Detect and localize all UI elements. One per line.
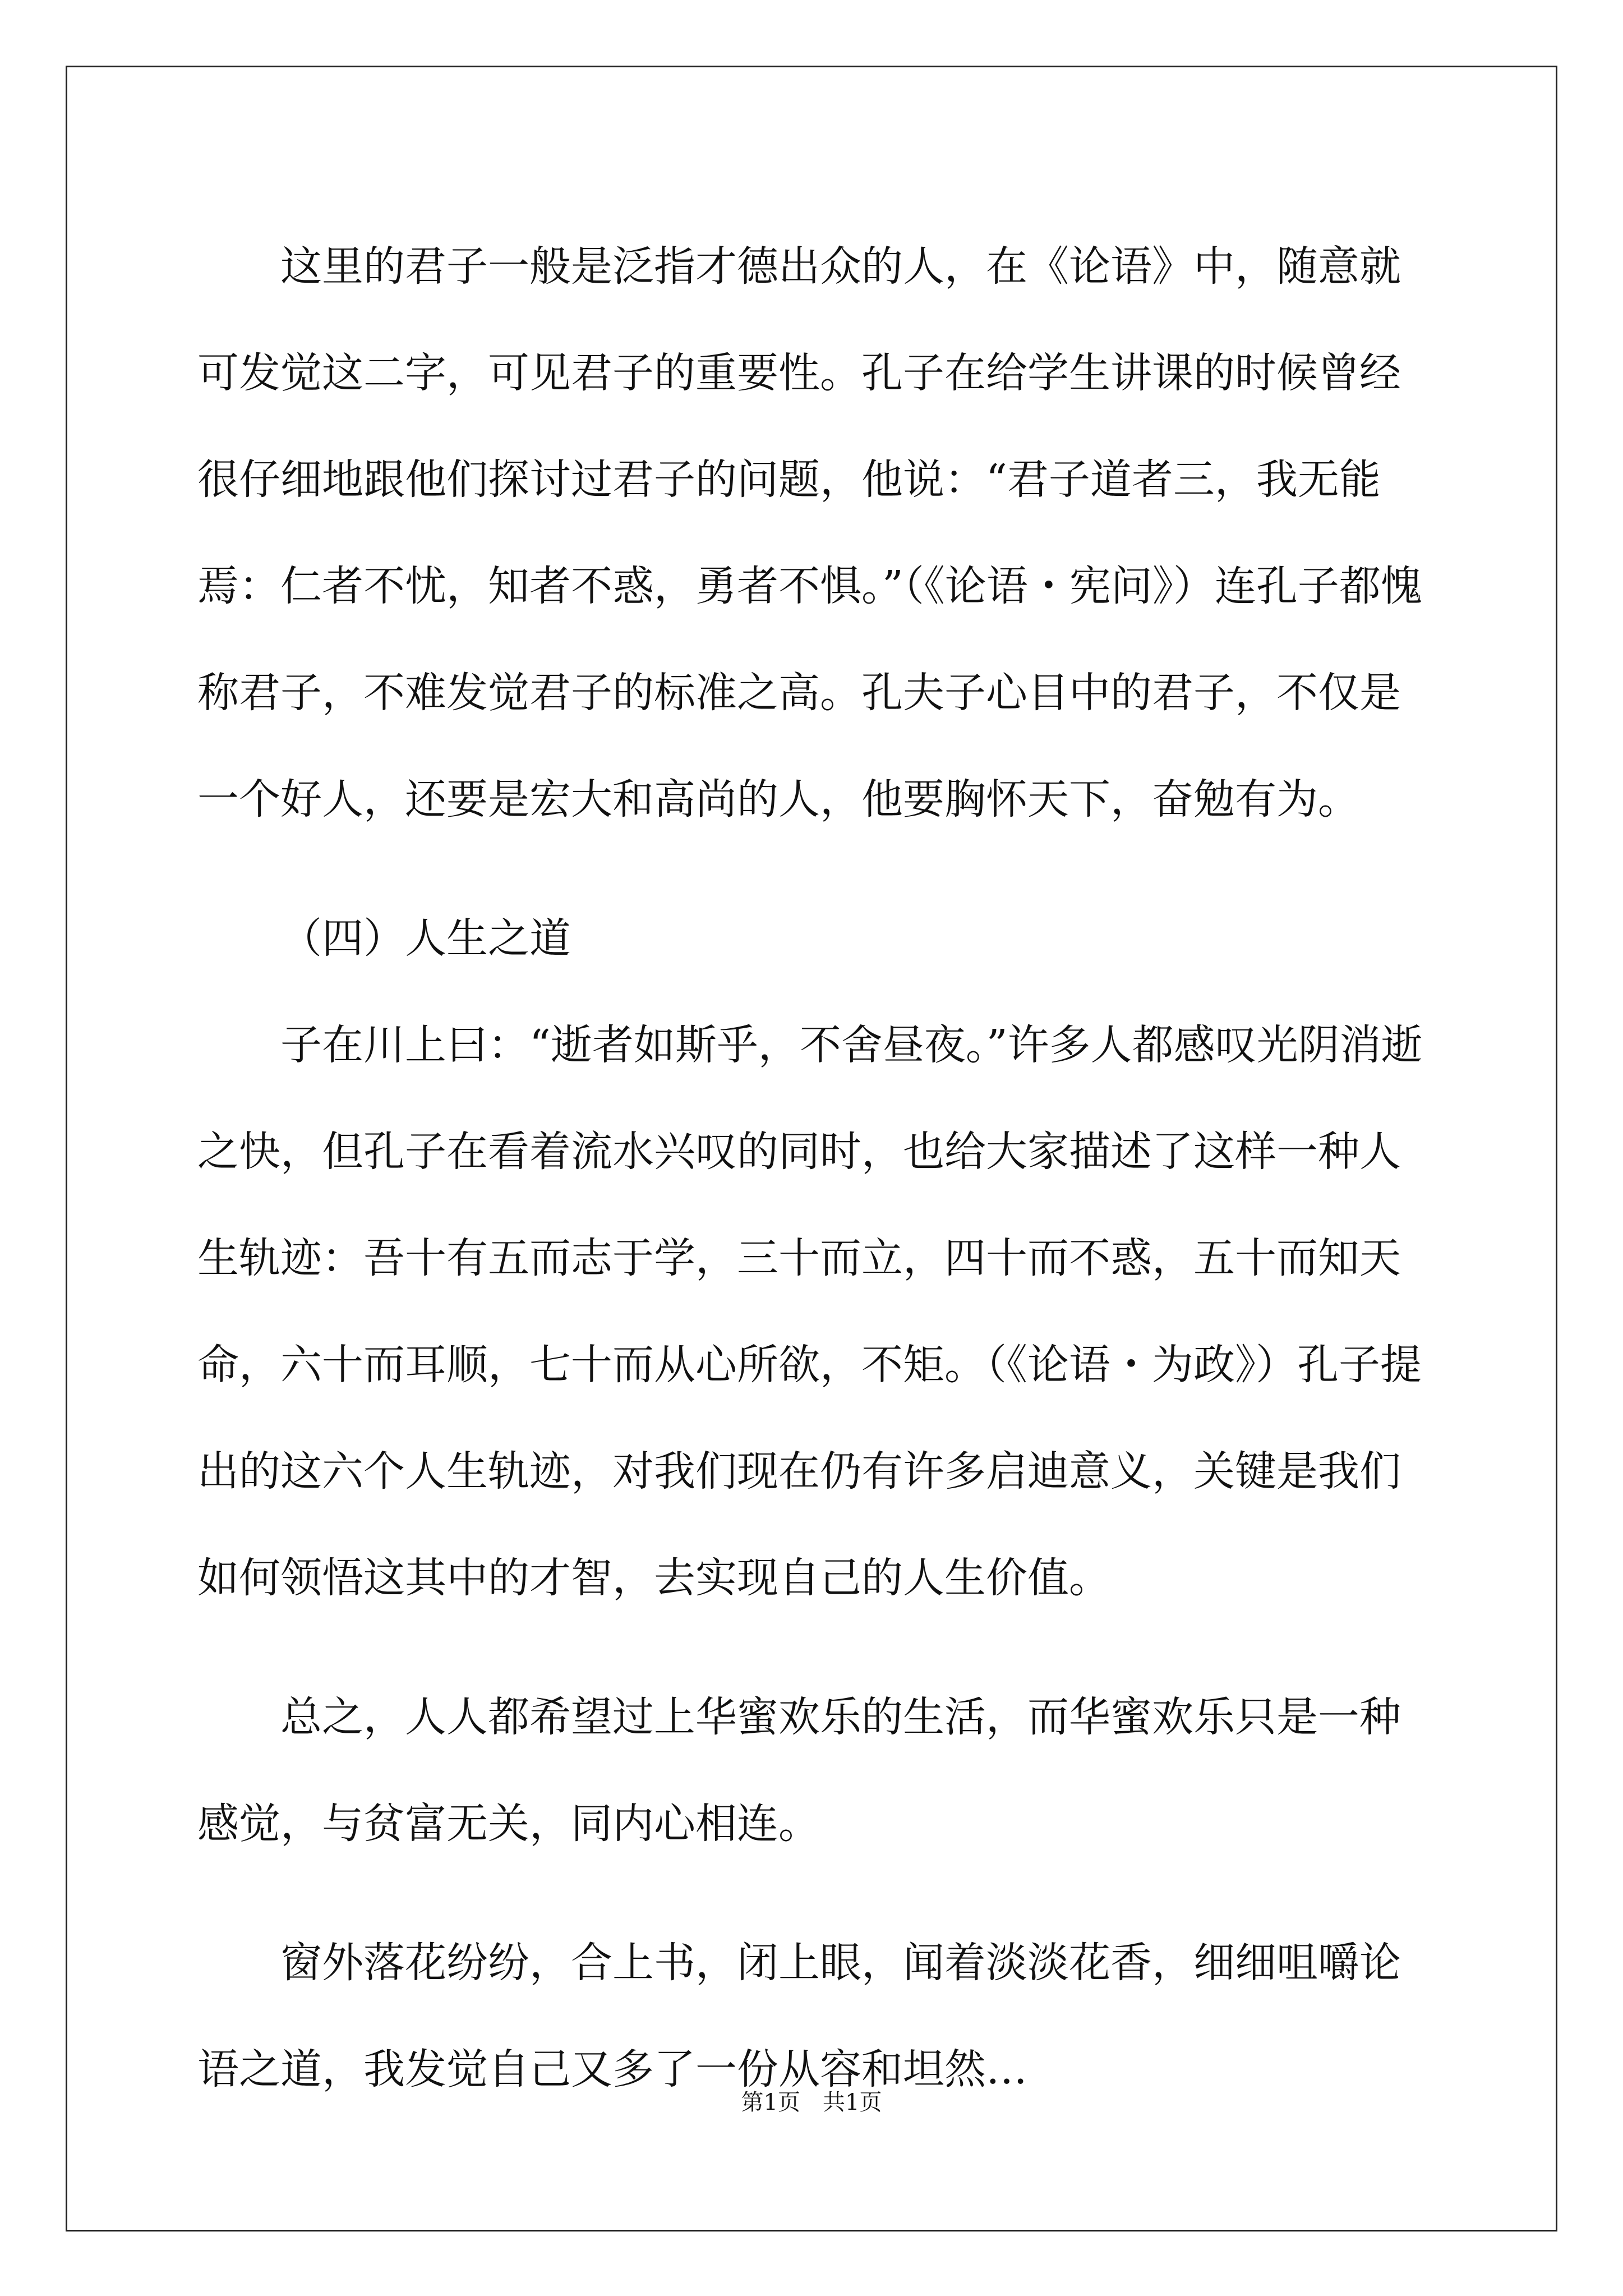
document-body [197,213,1431,2155]
paragraph-zongzhi: 总之，人人都希望过上华蜜欢乐的生活，而华蜜欢乐只是一种感觉，与贫富无关，同内心相连。 [197,1693,1401,1848]
page-footer: 第1页 共1页 [741,2090,882,2115]
paragraph-junzi: 这里的君子一般是泛指才德出众的人，在《论语》中，随意就可发觉这二字，可见君子的重要性。孔子在给学生讲课的时候曾经很仔细地跟他们探讨过君子的问题，他说：“君子道者三，我无能焉：仁者不忧，知者不惑，勇者不惧。”（《论语・宪问》）连孔子都愧称君子，不难发觉君子的标准之高。孔夫子心目中的君子，不仅是一个好人，还要是宏大和高尚的人，他要胸怀天下，奋勉有为。 [197,242,1422,823]
section-heading-rensheng: （四）人生之道 [280,914,571,963]
paragraph-closing: 窗外落花纷纷，合上书，闭上眼，闻着淡淡花香，细细咀嚼论语之道，我发觉自己又多了一份从容和坦然… [197,1939,1401,2093]
paragraph-rensheng: 子在川上曰：“逝者如斯乎，不舍昼夜。”许多人都感叹光阴消逝之快，但孔子在看着流水兴叹的同时，也给大家描述了这样一种人生轨迹：吾十有五而志于学，三十而立，四十而不惑，五十而知天命，六十而耳顺，七十而从心所欲，不矩。（《论语・为政》）孔子提出的这六个人生轨迹，对我们现在仍有许多启迪意义，关键是我们如何领悟这其中的才智，去实现自己的人生价值。 [197,1021,1423,1602]
